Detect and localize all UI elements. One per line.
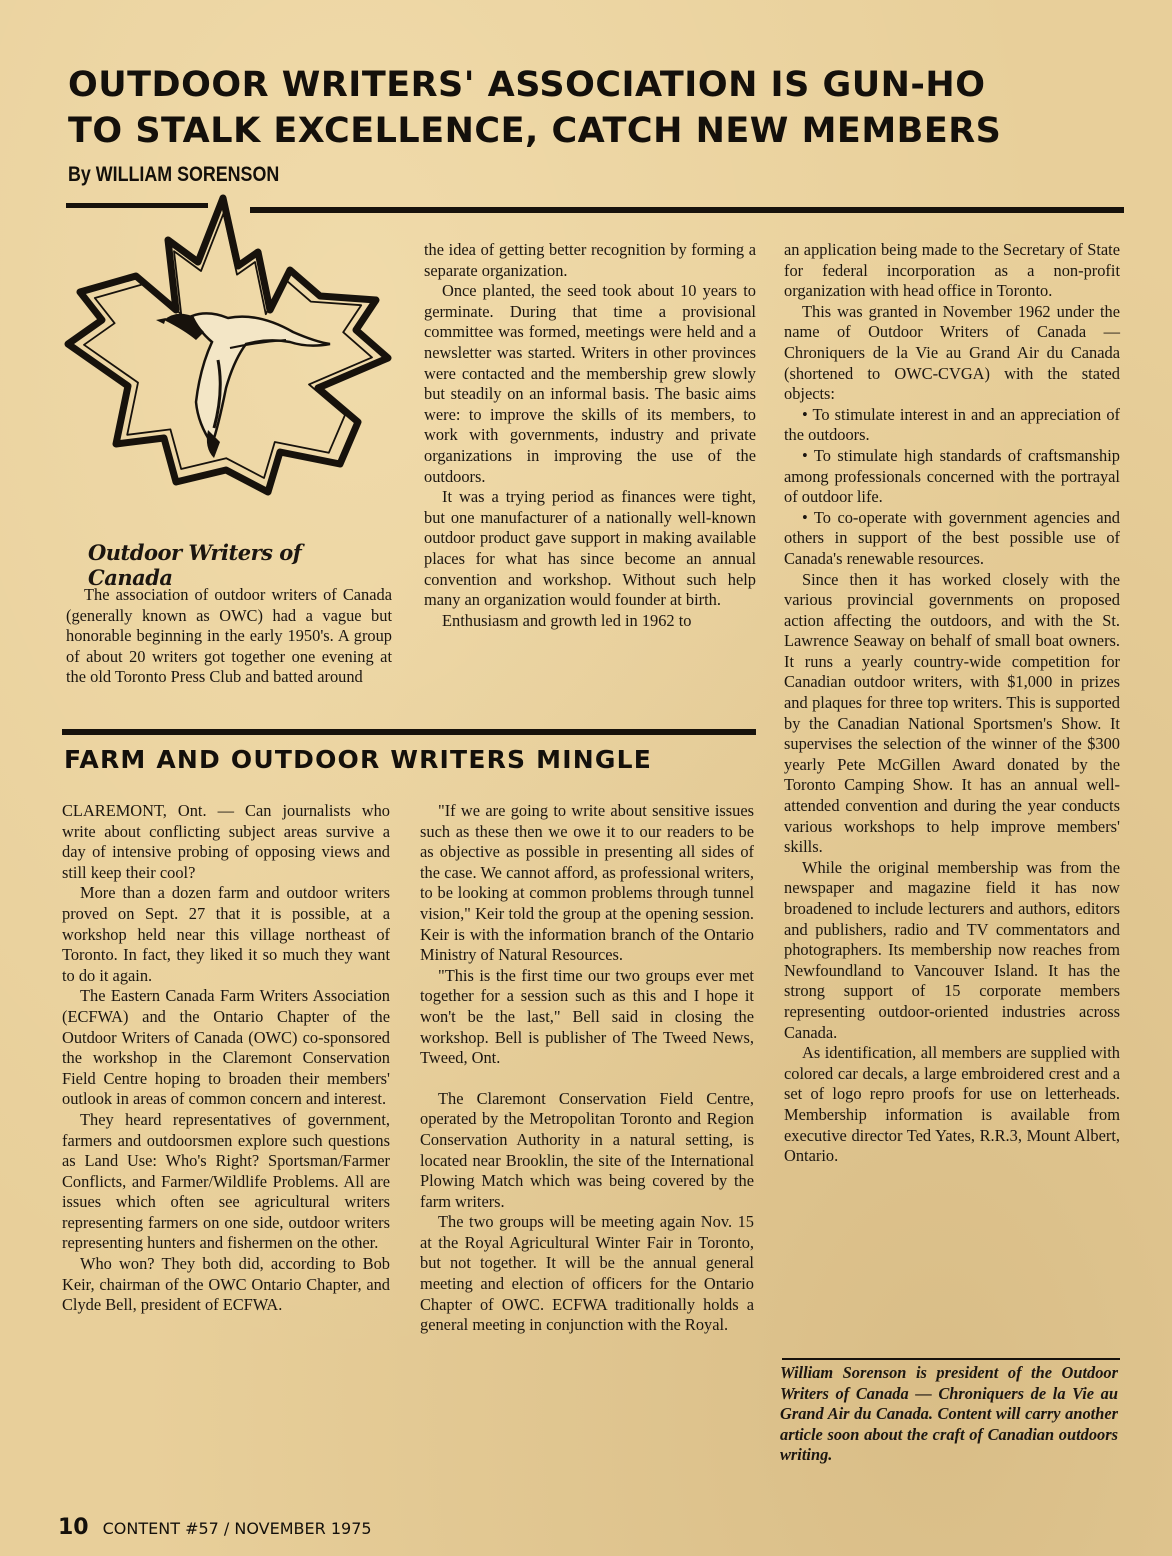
page-number: 10	[58, 1515, 89, 1540]
paragraph: • To co-operate with government agencies and others in support of the best possible use of Canada's renewable resources.	[784, 507, 1120, 568]
headline-line-1: OUTDOOR WRITERS' ASSOCIATION IS GUN-HO	[68, 65, 986, 105]
paragraph: Since then it has worked closely with the various provincial governments on proposed action affecting the outdoors, and with the St. Lawrence Seaway on behalf of small boat owners. It runs a yearly country-wide competition for Canadian outdoor writers, with $1,000 in prizes and plaques for three top writers. This is supported by the Canadian National Sportsmen's Show. It supervises the selection of the winner of the $300 yearly Pete McGillen Award donated by the Toronto Camping Show. It has an annual well-attended convention and during the year conducts various workshops to help improve members' skills.	[784, 569, 1120, 857]
paragraph: More than a dozen farm and outdoor writers proved on Sept. 27 that it is possible, at a workshop held near this village northeast of Toronto. In fact, they liked it so much they want to do it again.	[62, 883, 390, 985]
paragraph: CLAREMONT, Ont. — Can journalists who write about conflicting subject areas survive a day of intensive probing of opposing views and still keep their cool?	[62, 801, 390, 882]
byline: By WILLIAM SORENSON	[68, 163, 280, 186]
headline-line-2: TO STALK EXCELLENCE, CATCH NEW MEMBERS	[68, 111, 1002, 151]
paragraph: As identification, all members are supplied with colored car decals, a large embroidered crest and a set of logo repro proofs for use on letterheads. Membership information is available from executive director Ted Yates, R.R.3, Mount Albert, Ontario.	[784, 1043, 1120, 1166]
paragraph: • To stimulate high standards of craftsmanship among professionals concerned with the portrayal of outdoor life.	[784, 445, 1120, 507]
footer	[58, 1515, 372, 1540]
paragraph: The Claremont Conservation Field Centre, operated by the Metropolitan Toronto and Region Conservation Authority in a natural setting, is located near Brooklin, the site of the International Plowing Match which was being covered by the farm writers.	[420, 1088, 754, 1211]
paragraph: • To stimulate interest in and an appreciation of the outdoors.	[784, 404, 1120, 445]
paragraph: They heard representatives of government, farmers and outdoorsmen explore such questions as Land Use: Who's Right? Sportsman/Farmer Conflicts, and Farmer/Wildlife Problems. All are issues which often see agricultural writers representing farmers on one side, outdoor writers representing hunters and fishermen on the other.	[62, 1109, 390, 1253]
article2-headline: FARM AND OUTDOOR WRITERS MINGLE	[64, 745, 652, 774]
article1-column-2	[424, 240, 756, 631]
paragraph: Enthusiasm and growth led in 1962 to	[442, 610, 692, 630]
paragraph: This was granted in November 1962 under the name of Outdoor Writers of Canada — Chroniquers de la Vie au Grand Air du Canada (shortened to OWC-CVGA) with the stated objects:	[784, 301, 1120, 404]
paragraph: "If we are going to write about sensitive issues such as these then we owe it to our readers to be as objective as possible in presenting all sides of the case. We cannot afford, as professional writers, to be looking at common problems through tunnel vision," Keir told the group at the opening session. Keir is with the information branch of the Ontario Ministry of Natural Resources.	[420, 801, 754, 965]
paragraph: While the original membership was from the newspaper and magazine field it has now broadened to include lecturers and authors, editors and publishers, radio and TV commentators and photographers. Its membership now reaches from Newfoundland to Vancouver Island. It has the strong support of 15 corporate members representing outdoor-oriented industries across Canada.	[784, 857, 1120, 1042]
paragraph: the idea of getting better recognition by forming a separate organization.	[424, 240, 756, 280]
maple-leaf-goose-icon	[58, 192, 398, 532]
paragraph: The association of outdoor writers of Canada (generally known as OWC) had a vague but honorable beginning in the early 1950's. A group of about 20 writers got together one evening at the old Toronto Press Club and batted around	[66, 585, 392, 687]
paragraph: Once planted, the seed took about 10 years to germinate. During that time a provisional committee was formed, meetings were held and a newsletter was started. Writers in other provinces were contacted and the membership grew slowly but steadily on an informal basis. The basic aims were: to improve the skills of its members, to work with governments, industry and private organizations in improving the use of the outdoors.	[424, 281, 756, 486]
paragraph: "This is the first time our two groups ever met together for a session such as this and I hope it won't be the last," Bell said in closing the workshop. Bell is publisher of The Tweed News, Tweed, Ont.	[420, 965, 754, 1068]
article1-column-3	[784, 240, 1120, 1167]
section-rule	[62, 729, 756, 735]
publication-info: CONTENT #57 / NOVEMBER 1975	[102, 1519, 372, 1538]
paragraph: The two groups will be meeting again Nov. 15 at the Royal Agricultural Winter Fair in Toronto, but not together. It will be the annual general meeting and election of officers for the Ontario Chapter of OWC. ECFWA traditionally holds a general meeting in conjunction with the Royal.	[420, 1212, 754, 1335]
article2-column-1	[62, 801, 390, 1316]
bio-rule	[782, 1358, 1120, 1360]
article1-column-1	[66, 585, 392, 688]
article2-column-2	[420, 801, 754, 1336]
author-bio: William Sorenson is president of the Outdoor Writers of Canada — Chroniquers de la Vie au Grand Air du Canada. Content will carry another article soon about the craft of Canadian outdoors writing.	[780, 1363, 1118, 1465]
paragraph: an application being made to the Secretary of State for federal incorporation as a non-profit organization with head office in Toronto.	[784, 240, 1120, 301]
headline	[68, 62, 1128, 154]
logo-caption: Outdoor Writers of Canada	[88, 540, 302, 590]
paragraph: It was a trying period as finances were tight, but one manufacturer of a nationally well-known outdoor product gave support in making available places for what has since become an annual convention and workshop. Without such help many an organization would founder at birth.	[424, 487, 756, 610]
paragraph: Who won? They both did, according to Bob Keir, chairman of the OWC Ontario Chapter, and Clyde Bell, president of ECFWA.	[62, 1254, 390, 1315]
paragraph: The Eastern Canada Farm Writers Association (ECFWA) and the Ontario Chapter of the Outdoor Writers of Canada (OWC) co-sponsored the workshop in the Claremont Conservation Field Centre hoping to broaden their members' outlook in areas of common concern and interest.	[62, 986, 390, 1109]
